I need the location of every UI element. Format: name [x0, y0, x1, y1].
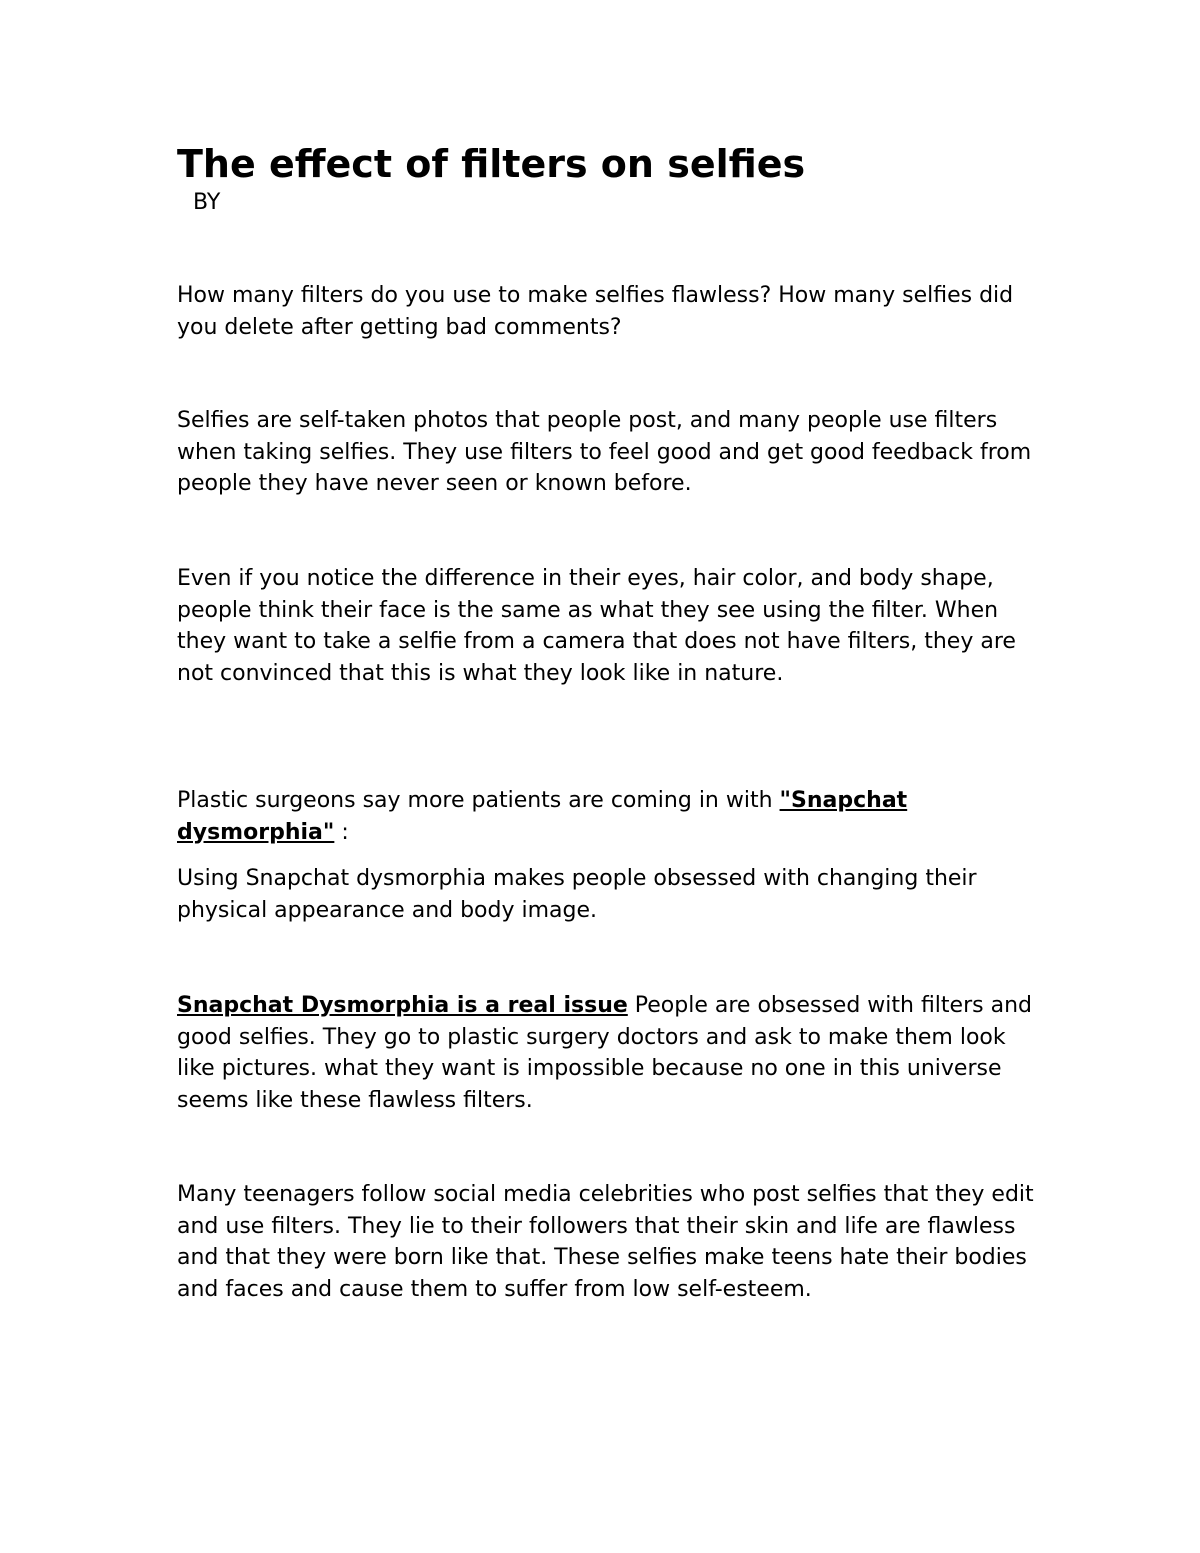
paragraph-plastic-surgeons	[177, 785, 1037, 848]
real-issue-link[interactable]: Snapchat Dysmorphia is a real issue	[177, 993, 628, 1018]
paragraph-obsession: Using Snapchat dysmorphia makes people obsessed with changing their physical appearance and body image.	[177, 866, 977, 923]
paragraph-selfies-definition: Selfies are self-taken photos that people post, and many people use filters when taking selfies. They use filters to feel good and get good feedback from people they have never seen or known before.	[177, 408, 1032, 496]
paragraph-perception: Even if you notice the difference in their eyes, hair color, and body shape, people think their face is the same as what they see using the filter. When they want to take a selfie from a camera that does not have filters, they are not convinced that this is what they look like in nature.	[177, 566, 1016, 686]
paragraph-intro-questions: How many filters do you use to make selfies flawless? How many selfies did you delete after getting bad comments?	[177, 283, 1014, 340]
document-title: The effect of filters on selfies	[177, 142, 806, 186]
paragraph-plastic-surgeons-tail: :	[334, 819, 349, 845]
paragraph-real-issue-text: People are obsessed with filters and good selfies. They go to plastic surgery doctors and ask to make them look like pictures. what they want is impossible because no one in this universe seems like these flawless filters.	[177, 993, 1032, 1113]
paragraph-teenagers: Many teenagers follow social media celebrities who post selfies that they edit and use filters. They lie to their followers that their skin and life are flawless and that they were born like that. These selfies make teens hate their bodies and faces and cause them to suffer from low self-esteem.	[177, 1182, 1034, 1302]
snapchat-dysmorphia-link[interactable]: "Snapchat dysmorphia"	[177, 788, 908, 845]
author-byline: BY	[193, 190, 221, 215]
paragraph-plastic-surgeons-text: Plastic surgeons say more patients are coming in with	[177, 788, 780, 813]
paragraph-real-issue	[177, 990, 1037, 1116]
